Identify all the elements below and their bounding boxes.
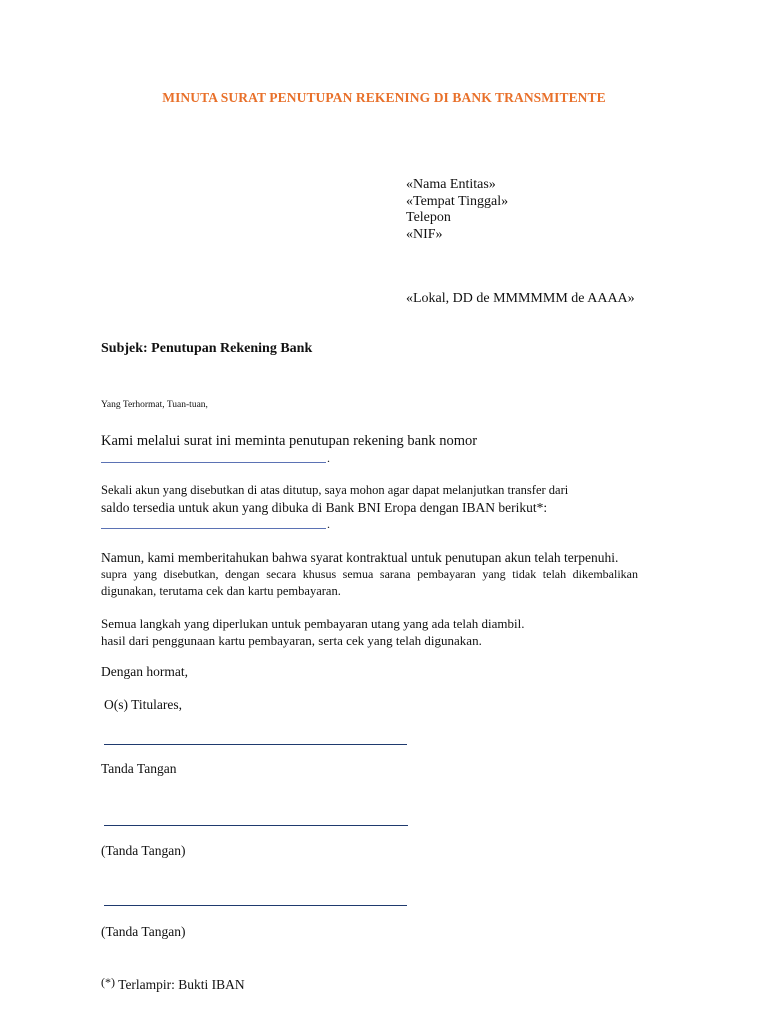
paragraph-debts-line2: hasil dari penggunaan kartu pembayaran, serta cek yang telah digunakan. bbox=[101, 633, 482, 648]
paragraph-transfer-line2: saldo tersedia untuk akun yang dibuka di Bank BNI Eropa dengan IBAN berikut*: bbox=[101, 500, 548, 515]
sender-nif: «NIF» bbox=[406, 226, 443, 242]
salutation: Yang Terhormat, Tuan-tuan, bbox=[101, 400, 208, 410]
document-title: MINUTA SURAT PENUTUPAN REKENING DI BANK TRANSMITENTE bbox=[162, 90, 606, 105]
closing-phrase: Dengan hormat, bbox=[101, 664, 188, 679]
paragraph-conditions-line1: Namun, kami memberitahukan bahwa syarat kontraktual untuk penutupan akun telah terpenuhi. bbox=[101, 550, 619, 565]
signature-label-2: (Tanda Tangan) bbox=[101, 843, 186, 858]
sender-residence: «Tempat Tinggal» bbox=[406, 193, 509, 209]
paragraph-conditions-line3: digunakan, terutama cek dan kartu pembayaran. bbox=[101, 584, 341, 598]
footnote-text: Terlampir: Bukti IBAN bbox=[118, 977, 245, 992]
signature-line-3 bbox=[104, 905, 407, 906]
signature-label-3: (Tanda Tangan) bbox=[101, 924, 186, 939]
iban-period: . bbox=[327, 517, 330, 531]
signature-label-1: Tanda Tangan bbox=[101, 761, 177, 776]
iban-blank bbox=[101, 528, 326, 529]
account-number-period: . bbox=[327, 451, 330, 465]
account-holders-label: O(s) Titulares, bbox=[104, 697, 183, 712]
letter-subject: Subjek: Penutupan Rekening Bank bbox=[101, 341, 313, 356]
footnote-marker: (*) bbox=[101, 975, 115, 989]
paragraph-conditions-line2: supra yang disebutkan, dengan secara khusus semua sarana pembayaran yang tidak telah dikembalikan bbox=[101, 567, 638, 581]
signature-line-2 bbox=[104, 825, 408, 826]
account-number-blank bbox=[101, 462, 326, 463]
attachment-footnote bbox=[101, 975, 245, 993]
sender-name: «Nama Entitas» bbox=[406, 177, 496, 192]
sender-phone: Telepon bbox=[406, 210, 451, 225]
paragraph-transfer-line1: Sekali akun yang disebutkan di atas ditutup, saya mohon agar dapat melanjutkan transfer dari bbox=[101, 483, 569, 497]
paragraph-debts-line1: Semua langkah yang diperlukan untuk pembayaran utang yang ada telah diambil. bbox=[101, 616, 525, 631]
sender-address-block bbox=[406, 177, 508, 243]
place-date: «Lokal, DD de MMMMMM de AAAA» bbox=[406, 291, 635, 306]
signature-line-1 bbox=[104, 744, 407, 745]
paragraph-account-closure: Kami melalui surat ini meminta penutupan rekening bank nomor bbox=[101, 433, 478, 449]
